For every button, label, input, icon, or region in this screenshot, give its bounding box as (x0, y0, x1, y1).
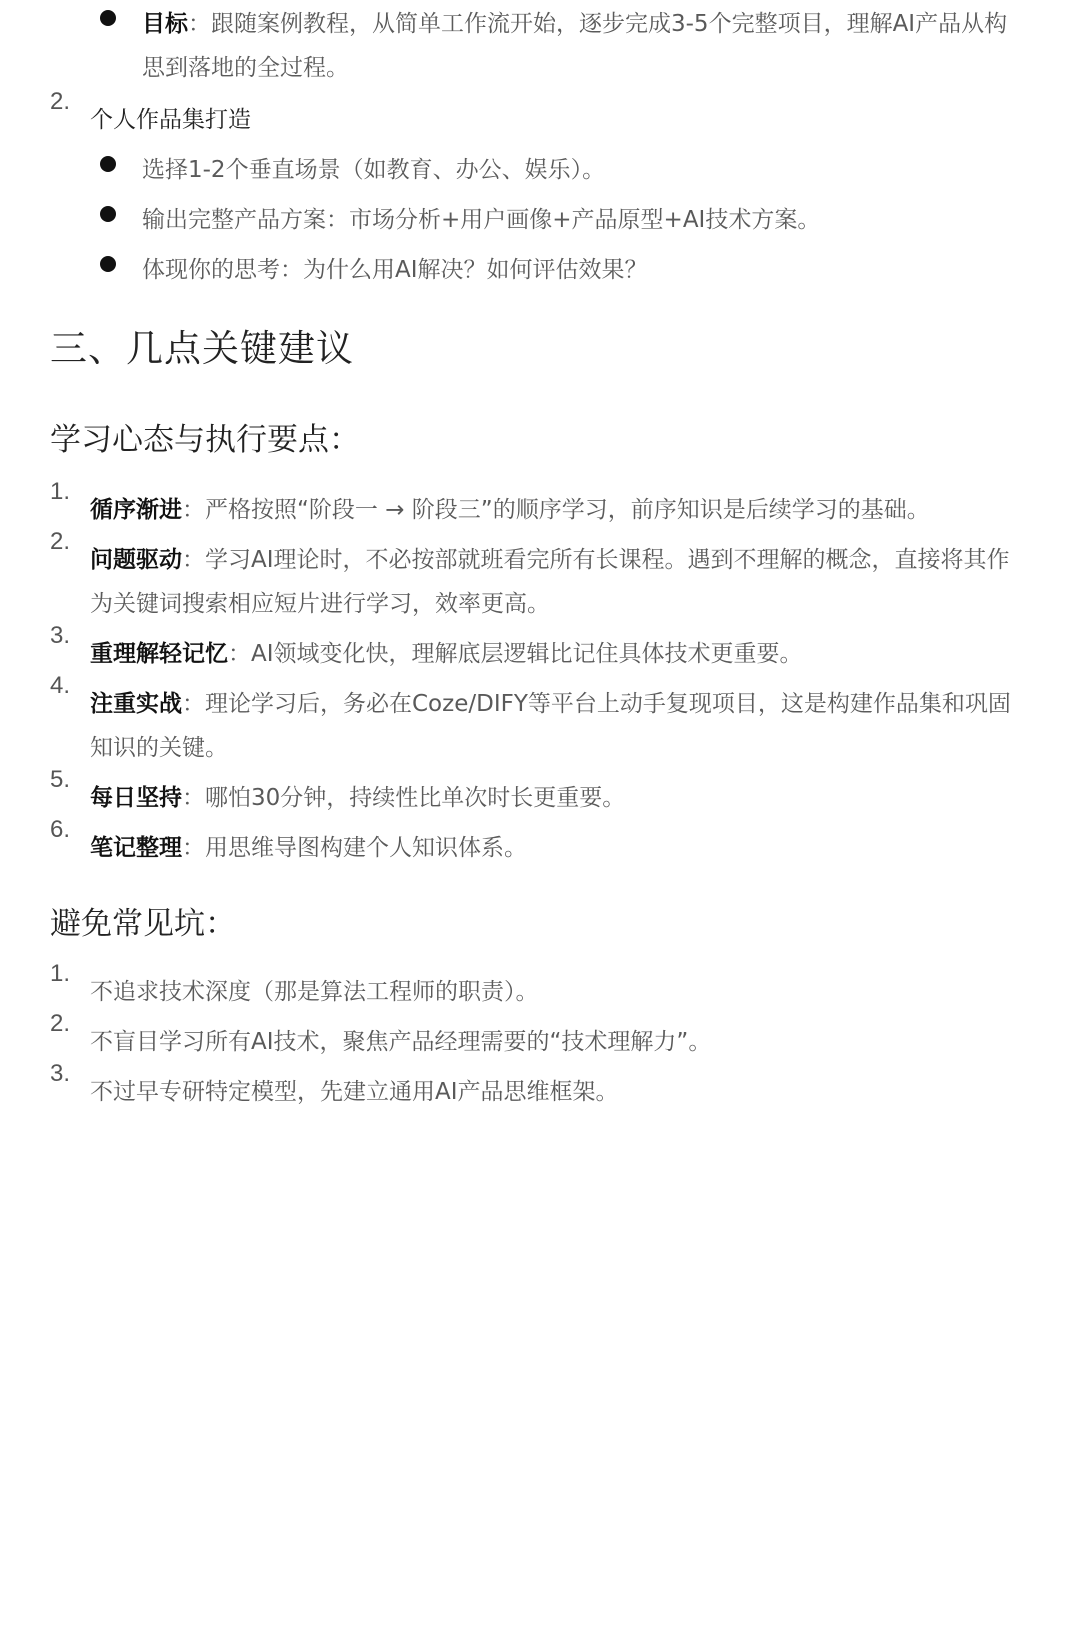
list-item-text (90, 826, 1030, 870)
bullet-dot-icon (100, 206, 116, 222)
list-item (50, 766, 1030, 820)
list-item (50, 1060, 1030, 1114)
portfolio-bullet (100, 148, 1020, 192)
goal-bullet (100, 2, 1020, 92)
portfolio-title-row (90, 98, 1030, 142)
list-item-text (90, 632, 1030, 676)
list-item-text: 不追求技术深度（那是算法工程师的职责）。 (90, 979, 539, 1005)
list-number: 2. (50, 1010, 71, 1037)
list-number: 6. (50, 816, 71, 843)
list-item-body: ：用思维导图构建个人知识体系。 (182, 835, 527, 861)
list-number: 2. (50, 88, 71, 115)
list-number: 1. (50, 960, 71, 987)
list-item-text: 不盲目学习所有AI技术，聚焦产品经理需要的“技术理解力”。 (90, 1029, 712, 1055)
list-item-lead: 重理解轻记忆 (90, 641, 228, 667)
bullet-dot-icon (100, 10, 116, 26)
bullet-dot-icon (100, 156, 116, 172)
list-item-text (90, 776, 1030, 820)
list-number: 2. (50, 528, 71, 555)
list-number: 5. (50, 766, 71, 793)
portfolio-bullet (100, 198, 1020, 242)
list-item-text (90, 488, 1030, 532)
portfolio-item (50, 88, 1030, 142)
list-item-body: ：学习AI理论时，不必按部就班看完所有长课程。遇到不理解的概念，直接将其作为关键词搜索相应短片进行学习，效率更高。 (90, 547, 1010, 617)
mindset-heading: 学习心态与执行要点： (50, 422, 360, 458)
list-number: 3. (50, 1060, 71, 1087)
goal-lead: 目标 (142, 11, 188, 37)
pitfalls-heading: 避免常见坑： (50, 906, 236, 942)
list-item-body: ：严格按照“阶段一 → 阶段三”的顺序学习，前序知识是后续学习的基础。 (182, 497, 930, 523)
list-item-text: 不过早专研特定模型，先建立通用AI产品思维框架。 (90, 1079, 619, 1105)
list-item-lead: 笔记整理 (90, 835, 182, 861)
portfolio-bullet (100, 248, 1020, 292)
list-item-text (90, 682, 1030, 770)
list-item-body: ：AI领域变化快，理解底层逻辑比记住具体技术更重要。 (228, 641, 803, 667)
list-item (50, 528, 1030, 626)
bullet-dot-icon (100, 256, 116, 272)
list-item-text (90, 538, 1030, 626)
portfolio-bullet-text: 选择1-2个垂直场景（如教育、办公、娱乐）。 (142, 157, 606, 183)
list-item (50, 672, 1030, 770)
list-item (50, 478, 1030, 532)
list-item-lead: 每日坚持 (90, 785, 182, 811)
list-item-lead: 循序渐进 (90, 497, 182, 523)
section-title: 三、几点关键建议 (50, 327, 354, 370)
list-item-body: ：理论学习后，务必在Coze/DIFY等平台上动手复现项目，这是构建作品集和巩固知识的关键。 (90, 691, 1011, 761)
list-item (50, 1010, 1030, 1064)
portfolio-bullet-text: 输出完整产品方案：市场分析+用户画像+产品原型+AI技术方案。 (142, 207, 821, 233)
list-item (50, 960, 1030, 1014)
list-item (50, 622, 1030, 676)
portfolio-title: 个人作品集打造 (90, 107, 251, 133)
list-number: 4. (50, 672, 71, 699)
portfolio-bullet-text: 体现你的思考：为什么用AI解决？如何评估效果？ (142, 257, 648, 283)
goal-body: ：跟随案例教程，从简单工作流开始，逐步完成3-5个完整项目，理解AI产品从构思到落地的全过程。 (142, 11, 1008, 81)
goal-bullet-text (142, 2, 1022, 90)
list-item-lead: 问题驱动 (90, 547, 182, 573)
list-number: 1. (50, 478, 71, 505)
list-number: 3. (50, 622, 71, 649)
list-item-lead: 注重实战 (90, 691, 182, 717)
list-item (50, 816, 1030, 870)
list-item-body: ：哪怕30分钟，持续性比单次时长更重要。 (182, 785, 626, 811)
